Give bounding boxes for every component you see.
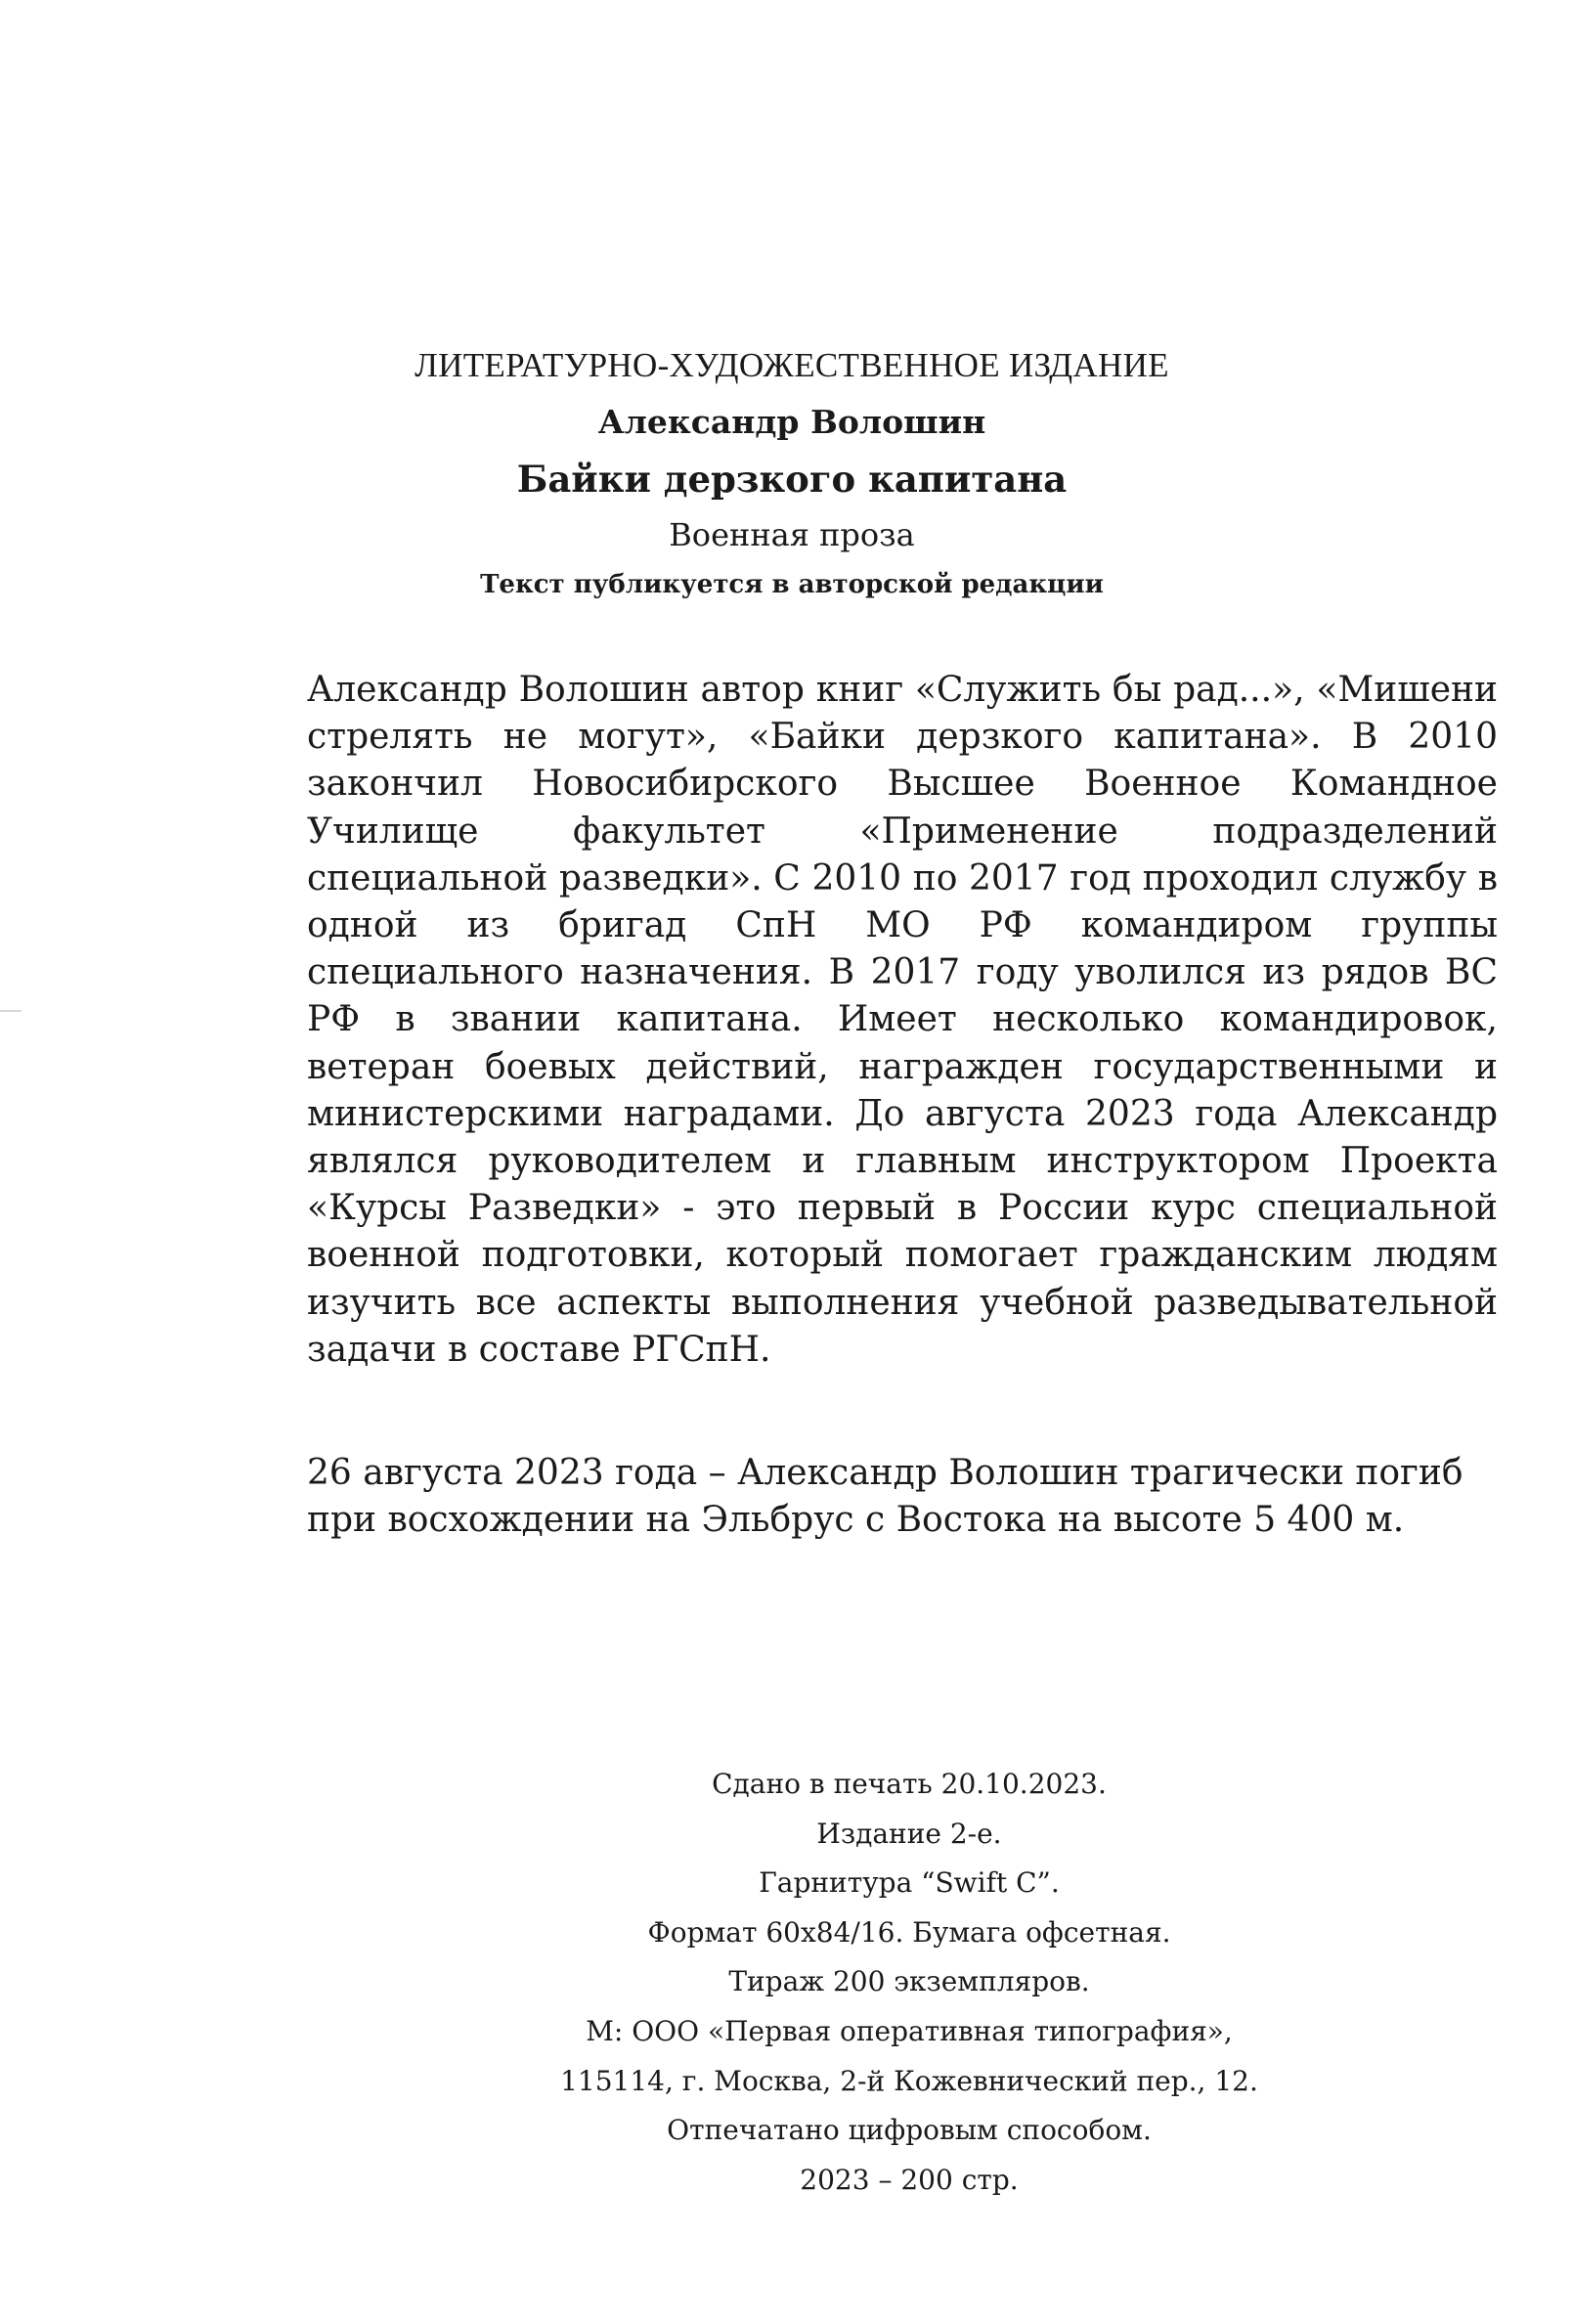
imprint-line-year-pages: 2023 – 200 стр. bbox=[800, 2163, 1019, 2196]
imprint-line-print-method: Отпечатано цифровым способом. bbox=[667, 2114, 1152, 2147]
title-block bbox=[303, 342, 1281, 604]
imprint-line-edition: Издание 2-е. bbox=[816, 1817, 1002, 1850]
imprint-line-circulation: Тираж 200 экземпляров. bbox=[728, 1965, 1090, 1998]
memorial-note: 26 августа 2023 года – Александр Волошин трагически погиб при восхождении на Эльбрус с Востока на высоте 5 400 м. bbox=[307, 1453, 1463, 1541]
imprint-line-format: Формат 60x84/16. Бумага офсетная. bbox=[647, 1915, 1171, 1949]
book-title: Байки дерзкого капитана bbox=[516, 458, 1068, 501]
imprint-line-address: 115114, г. Москва, 2-й Кожевнический пер., 12. bbox=[560, 2064, 1258, 2097]
edition-note: Текст публикуется в авторской редакции bbox=[480, 570, 1104, 599]
author-name: Александр Волошин bbox=[597, 403, 986, 441]
imprint-line-typeface: Гарнитура “Swift C”. bbox=[759, 1866, 1060, 1900]
genre-heading: ЛИТЕРАТУРНО-ХУДОЖЕСТВЕННОЕ ИЗДАНИЕ bbox=[415, 346, 1169, 384]
imprint-line-print-date: Сдано в печать 20.10.2023. bbox=[712, 1768, 1107, 1800]
imprint-details bbox=[420, 1760, 1398, 2205]
page-edge-mark bbox=[0, 1010, 22, 1012]
book-subgenre: Военная проза bbox=[669, 516, 915, 553]
author-biography: Александр Волошин автор книг «Служить бы рад...», «Мишени стрелять не могут», «Байки дерзкого капитана». В 2010 закончил Новосибирского Высшее Военное Командное Училище факультет «Применение подразделений специальной разведки». С 2010 по 2017 год проходил службу в одной из бригад СпН МО РФ командиром группы специального назначения. В 2017 году уволился из рядов ВС РФ в звании капитана. Имеет несколько командировок, ветеран боевых действий, награжден государственными и министерскими наградами. До августа 2023 года Александр являлся руководителем и главным инструктором Проекта «Курсы Разведки» - это первый в России курс специальной военной подготовки, который помогает гражданским людям изучить все аспекты выполнения учебной разведывательной задачи в составе РГСпН. bbox=[307, 670, 1498, 1370]
imprint-line-printer: М: ООО «Первая оперативная типография», bbox=[586, 2014, 1233, 2047]
